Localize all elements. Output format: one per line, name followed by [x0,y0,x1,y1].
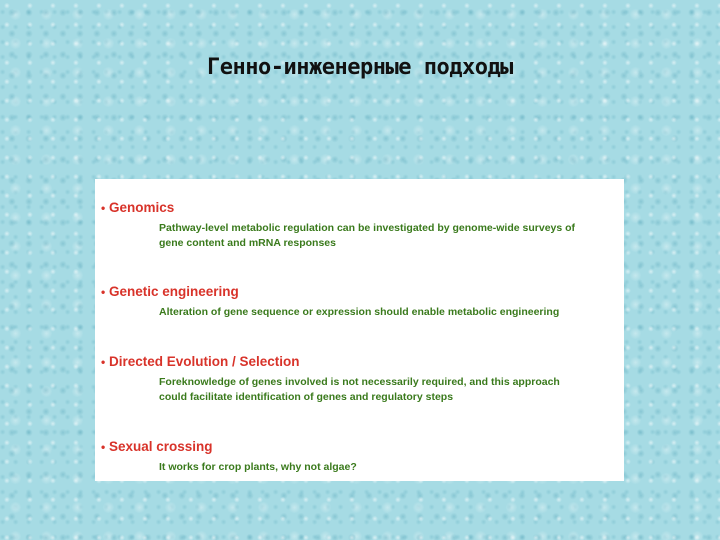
bullet-icon: • [101,285,106,299]
section-genetic-engineering [101,283,614,353]
section-directed-evolution [101,353,614,438]
heading-text: Sexual crossing [109,439,213,454]
content-panel [95,179,624,481]
bullet-icon: • [101,440,106,454]
section-description: Alteration of gene sequence or expression should enable metabolic engineering [159,306,560,318]
section-heading [101,283,614,301]
heading-text: Directed Evolution / Selection [109,354,300,369]
heading-text: Genetic engineering [109,284,239,299]
section-genomics [101,199,614,283]
slide-title: Генно-инженерные подходы [207,55,513,80]
heading-text: Genomics [109,200,175,215]
section-description: It works for crop plants, why not algae? [159,461,357,473]
bullet-icon: • [101,201,106,215]
section-description: Pathway-level metabolic regulation can be investigated by genome-wide surveys of gene content and mRNA responses [159,222,576,249]
section-heading [101,199,614,217]
section-sexual-crossing [101,438,614,478]
section-heading [101,438,614,456]
section-description: Foreknowledge of genes involved is not necessarily required, and this approach could facilitate identification of genes and regulatory steps [159,376,560,403]
bullet-icon: • [101,355,106,369]
section-heading [101,353,614,371]
